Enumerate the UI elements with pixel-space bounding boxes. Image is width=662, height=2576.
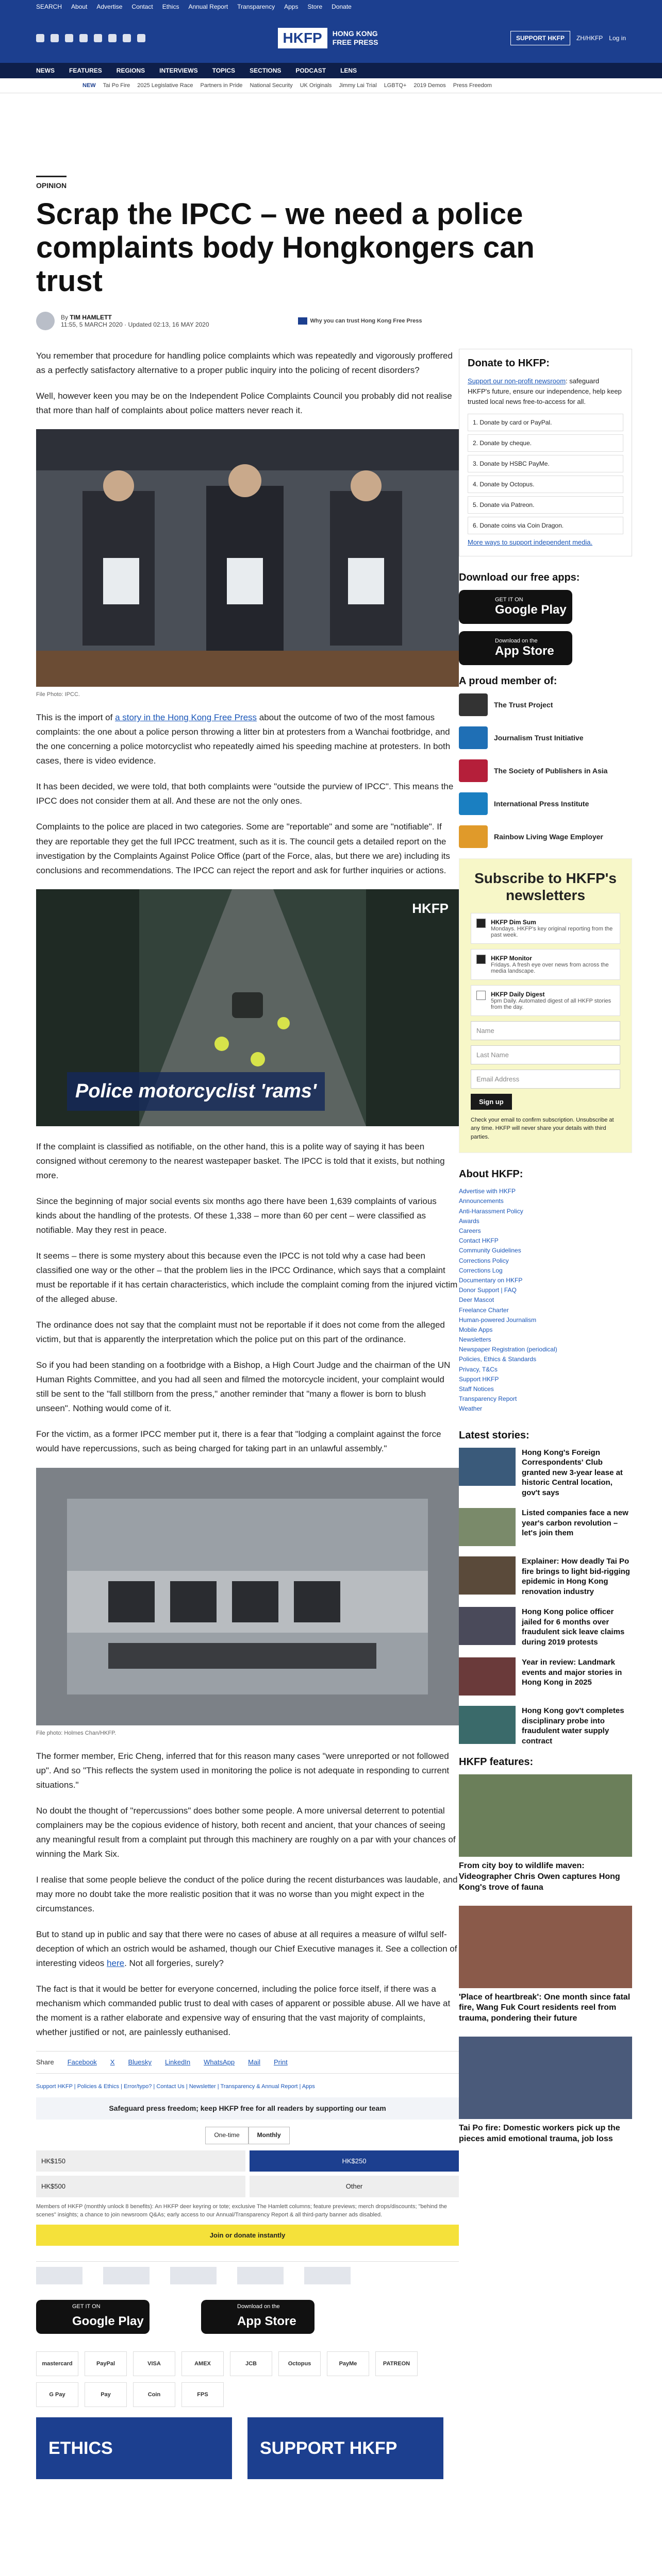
paragraph-text: This is the import of [36,713,115,723]
newsletter-option[interactable] [471,913,620,944]
publish-date: 11:55, 5 MARCH 2020 [61,320,123,328]
about-link[interactable]: Advertise with HKFP [459,1188,516,1195]
tab-one-time[interactable]: One-time [205,2127,248,2144]
high-court-illustration [36,1468,459,1725]
updated-date: Updated 02:13, 16 MAY 2020 [128,320,209,328]
about-link[interactable]: Community Guidelines [459,1247,521,1255]
logo-line-2: FREE PRESS [332,38,378,46]
partner-logo [103,2267,150,2284]
ipcc-photo [36,429,459,687]
about-link[interactable]: Donor Support | FAQ [459,1286,517,1294]
topbar-advertise[interactable]: Advertise [96,3,123,10]
about-link[interactable]: Awards [459,1217,479,1225]
instagram-icon[interactable] [65,34,73,42]
topbar-donate[interactable]: Donate [332,3,352,10]
logo-line-1: HONG KONG [332,29,378,38]
paypal-icon: PayPal [85,2351,127,2376]
about-link[interactable]: Mobile Apps [459,1326,493,1333]
donate-banner[interactable]: Safeguard press freedom; keep HKFP free for all readers by supporting our team [36,2097,459,2120]
photo-caption: File photo: Holmes Chan/HKFP. [36,1730,117,1736]
amex-icon: AMEX [181,2351,224,2376]
nav-podcast[interactable]: PODCAST [295,67,326,74]
story-title: Hong Kong's Foreign Correspondents' Club granted new 3-year lease at historic Central location, gov't says [522,1448,623,1497]
story-thumbnail [459,1508,516,1546]
feature-image [459,1774,632,1857]
story-thumbnail [459,1556,516,1595]
topbar-transparency[interactable]: Transparency [237,3,275,10]
nav-interviews[interactable]: INTERVIEWS [159,67,198,74]
feature-story[interactable] [459,1906,632,2024]
more-ways-link[interactable]: More ways to support independent media. [468,538,593,547]
nav-topics[interactable]: TOPICS [212,67,236,74]
latest-story[interactable] [459,1706,632,1746]
share-linkedin[interactable]: LinkedIn [165,2058,191,2066]
paragraph: The ordinance does not say that the complaint must not be reportable if it does not come from the alleged victim, but that is apparently the interpretation which the police put on this part of the ordinance. [36,1320,445,1345]
youtube-icon[interactable] [94,34,102,42]
trending-item[interactable]: Tai Po Fire [103,82,130,89]
about-link[interactable]: Support HKFP [459,1375,499,1383]
checkbox-checked[interactable] [476,955,486,964]
about-link[interactable]: Policies, Ethics & Standards [459,1355,537,1363]
trending-bar [0,78,662,93]
trending-item[interactable]: National Security [250,82,293,89]
video-title: Police motorcyclist 'rams' [67,1072,325,1111]
app-store-button[interactable] [459,631,572,665]
latest-story[interactable] [459,1556,632,1597]
paragraph: For the victim, as a former IPCC member put it, there is a fear that "lodging a complaint against the force would have repercussions, such as being charged for taking part in an unlawful assembly." [36,1429,441,1454]
trending-item[interactable]: UK Originals [300,82,332,89]
feature-title: 'Place of heartbreak': One month since fatal fire, Wang Fuk Court residents reel from trauma, pondering their future [459,1992,631,2023]
play-icon[interactable] [232,992,263,1018]
story-thumbnail [459,1448,516,1486]
coin-icon: Coin [133,2382,175,2407]
trending-item[interactable]: Press Freedom [453,82,492,89]
paragraph-text: about the outcome of two of the most famous complaints: the one about a police person throwing a litter bin at protesters from a Wanchai footbridge, and the one concerning a police motorcyclist who repeatedly aimed his speeding machine at protesters. In both cases, there is video evidence. [36,713,451,766]
footer-app-badges [36,2300,459,2341]
content-columns [36,349,631,2479]
ad-space [0,93,662,176]
newsletter-name: HKFP Monitor [491,954,532,962]
newsletter-option[interactable] [471,985,620,1016]
author-avatar [36,312,55,330]
patreon-icon: PATREON [375,2351,418,2376]
donate-title: Donate to HKFP: [468,357,550,369]
donate-method[interactable]: 3. Donate by HSBC PayMe. [468,455,623,472]
paragraph: Since the beginning of major social events six months ago there have been 1,639 complaints of various kinds about the handling of the protests. Of these 1,338 – more than 60 per cent – were classified as notifiable. May they rest in peace. [36,1196,437,1235]
applepay-icon: Pay [85,2382,127,2407]
article-body [36,349,459,2479]
rss-icon[interactable] [137,34,145,42]
topbar-search[interactable]: SEARCH [36,3,62,10]
article-kicker[interactable]: OPINION [36,176,67,190]
trust-link[interactable] [298,317,422,325]
last-name-input[interactable]: Last Name [471,1045,620,1064]
store-name: App Store [495,644,554,658]
latest-story[interactable] [459,1657,632,1696]
logo-text [333,29,378,47]
paragraph: No doubt the thought of "repercussions" does bother some people. A more universal deterrent to potential complainers may be the copious evidence of history, both recent and ancient, that your chances of seeing any meaningful result from a complaint put through this machinery are roughly on a par with your chances of winning the Mark Six. [36,1805,456,1859]
mastercard-icon: mastercard [36,2351,78,2376]
newsletter-option[interactable] [471,949,620,980]
trending-item[interactable]: 2025 Legislative Race [137,82,193,89]
about-link[interactable]: Deer Mascot [459,1296,494,1304]
amount-option[interactable]: HK$150 [36,2150,245,2172]
story-thumbnail [459,1706,516,1744]
share-bar [36,2051,459,2073]
email-input[interactable]: Email Address [471,1070,620,1089]
feature-image [459,2037,632,2119]
support-banner[interactable]: SUPPORT HKFP [247,2417,443,2479]
article-title: Scrap the IPCC – we need a police complaints body Hongkongers can trust [36,197,535,298]
member-title: A proud member of: [459,675,557,687]
about-link[interactable]: Newsletters [459,1336,491,1344]
topbar-store[interactable]: Store [307,3,323,10]
partner-logo [304,2267,351,2284]
threads-icon[interactable] [79,34,88,42]
topbar-contact[interactable]: Contact [131,3,153,10]
join-donate-button[interactable]: Join or donate instantly [36,2225,459,2246]
videos-link[interactable]: here [107,1958,125,1969]
story-thumbnail [459,1657,516,1696]
article-wrapper [0,176,662,2479]
topbar-apps[interactable]: Apps [284,3,299,10]
tab-monthly[interactable]: Monthly [249,2127,290,2144]
video-logo: HKFP [412,900,449,916]
newsletter-desc: 5pm Daily. Automated digest of all HKFP stories from the day. [491,997,611,1010]
story-title: Listed companies face a new year's carbon revolution – let's join them [522,1509,628,1538]
latest-story[interactable] [459,1607,632,1647]
partner-logo [237,2267,284,2284]
footer-google-play-button[interactable] [36,2300,150,2334]
newsletter-desc: Fridays. A fresh eye over news from across the media landscape. [491,961,609,974]
latest-story[interactable] [459,1448,632,1498]
story-title: Hong Kong gov't completes disciplinary probe into fraudulent water supply contract [522,1706,624,1745]
donate-text [468,376,623,407]
paragraph [36,1927,459,1971]
story-title: Year in review: Landmark events and major stories in Hong Kong in 2025 [522,1658,622,1687]
member-ipi[interactable] [459,792,632,815]
octopus-icon: Octopus [278,2351,321,2376]
latest-story[interactable] [459,1508,632,1546]
social-links [36,34,145,42]
donate-method[interactable]: 1. Donate by card or PayPal. [468,414,623,431]
story-title: Hong Kong police officer jailed for 6 months over fraudulent sick leave claims during 2019 protests [522,1607,625,1647]
nav-sections[interactable]: SECTIONS [250,67,282,74]
trust-text: Why you can trust Hong Kong Free Press [310,317,422,324]
trust-badge-icon [298,317,307,325]
amount-option[interactable]: HK$500 [36,2176,245,2197]
topbar-ethics[interactable]: Ethics [162,3,179,10]
donate-method[interactable]: 6. Donate coins via Coin Dragon. [468,517,623,534]
about-link[interactable]: Corrections Policy [459,1257,509,1264]
newsletter-name: HKFP Daily Digest [491,990,545,998]
byline-by: By [61,313,69,321]
about-link[interactable]: Freelance Charter [459,1306,509,1314]
share-label: Share [36,2058,54,2066]
rainbow-logo [459,825,488,848]
gpay-icon: G Pay [36,2382,78,2407]
newsletter-desc: Mondays. HKFP's key original reporting from the past week. [491,925,613,938]
partner-logo [36,2267,82,2284]
story-link[interactable]: a story in the Hong Kong Free Press [115,713,257,723]
trending-item[interactable]: LGBTQ+ [384,82,407,89]
partner-logos [36,2261,459,2290]
feature-title: Tai Po fire: Domestic workers pick up the pieces amid emotional trauma, job loss [459,2123,620,2143]
footer-app-store-button[interactable] [201,2300,315,2334]
donate-link[interactable]: Support our non-profit newsroom [468,377,566,385]
store-caption: GET IT ON [72,2303,101,2310]
apps-title: Download our free apps: [459,572,580,584]
share-whatsapp[interactable]: WhatsApp [204,2058,235,2066]
topbar-about[interactable]: About [71,3,88,10]
newsletter-title: Subscribe to HKFP's newsletters [474,870,617,903]
main-nav [0,63,662,78]
about-link[interactable]: Contact HKFP [459,1237,499,1245]
site-logo[interactable] [278,28,378,48]
about-link[interactable]: Documentary on HKFP [459,1276,523,1284]
signup-button[interactable]: Sign up [471,1094,512,1110]
telegram-icon[interactable] [123,34,131,42]
linkedin-icon[interactable] [108,34,117,42]
checkbox[interactable] [476,991,486,1000]
bottom-banners [36,2417,459,2479]
nav-lens[interactable]: LENS [340,67,357,74]
member-rainbow[interactable] [459,825,632,848]
paragraph: I realise that some people believe the conduct of the police during the recent disturbances was laudable, and may more no doubt take the more realistic position that it was no worse than you might expect in the circumstances. [36,1874,458,1914]
trending-item[interactable]: 2019 Demos [413,82,446,89]
feature-story[interactable] [459,2037,632,2145]
trust-project-logo [459,693,488,716]
photo-caption: File Photo: IPCC. [36,691,80,698]
paragraph: If the complaint is classified as notifiable, on the other hand, this is a polite way of saying it has been consigned without ceremony to the nearest wastepaper basket. The IPCC is told that it exists, but nothing more. [36,1141,445,1180]
about-link[interactable]: Weather [459,1405,483,1413]
member-name: International Press Institute [494,800,589,808]
author-name[interactable]: TIM HAMLETT [70,313,112,321]
logo-mark: HKFP [278,28,327,48]
language-switch[interactable]: ZH/HKFP [576,35,603,42]
share-bluesky[interactable]: Bluesky [128,2058,152,2066]
paragraph: You remember that procedure for handling police complaints which was repeatedly and vigorously proffered as a perfectly satisfactory alternative to a proper public inquiry into the policing of recent disorders? [36,350,453,375]
features-title: HKFP features: [459,1756,534,1768]
donation-amounts [36,2150,459,2197]
newsletter-box [459,858,632,1153]
about-link[interactable]: Transparency Report [459,1395,517,1403]
donate-method[interactable]: 4. Donate by Octopus. [468,476,623,493]
ipcc-photo-illustration [36,429,459,687]
about-link[interactable]: Human-powered Journalism [459,1316,537,1324]
paragraph: Well, however keen you may be on the Independent Police Complaints Council you probably did not realise that more than half of complaints about police matters never reach it. [36,391,452,415]
login-link[interactable]: Log in [609,35,626,42]
member-name: Journalism Trust Initiative [494,734,584,742]
store-name: App Store [237,2314,296,2329]
paragraph: So if you had been standing on a footbridge with a Bishop, a High Court Judge and the chairman of the UN Human Rights Committee, and you had all seen and filmed the motorcycle incident, your complaint would still be sent to the "fall stillborn from the press," another reminder that "many a flower is born to blush unseen". Nothing would come of it. [36,1360,451,1414]
store-caption: Download on the [237,2303,280,2310]
trending-item[interactable]: Jimmy Lai Trial [339,82,377,89]
site-header [0,13,662,63]
member-name: The Trust Project [494,701,553,709]
about-link[interactable]: Staff Notices [459,1385,494,1393]
paragraph [36,710,459,768]
amount-option-other[interactable]: Other [250,2176,459,2197]
store-caption: GET IT ON [495,597,523,603]
member-jti[interactable] [459,726,632,749]
support-hkfp-button[interactable]: SUPPORT HKFP [510,31,570,45]
about-link[interactable]: Corrections Log [459,1266,503,1274]
frequency-toggle [36,2127,459,2144]
amount-option-selected[interactable]: HK$250 [250,2150,459,2172]
feature-title: From city boy to wildlife maven: Videographer Chris Owen captures Hong Kong's trove of fauna [459,1861,620,1892]
story-thumbnail [459,1607,516,1645]
about-link[interactable]: Careers [459,1227,481,1235]
share-print[interactable]: Print [273,2058,288,2066]
facebook-icon[interactable] [36,34,44,42]
ethics-banner[interactable]: ETHICS [36,2417,232,2479]
member-name: The Society of Publishers in Asia [494,767,608,775]
donate-box [459,349,632,557]
donate-methods [468,414,623,534]
top-bar [0,0,662,13]
share-mail[interactable]: Mail [248,2058,260,2066]
partner-logo [170,2267,217,2284]
about-list [459,1187,632,1414]
share-facebook[interactable]: Facebook [67,2058,97,2066]
feature-story[interactable] [459,1774,632,1893]
member-sopa[interactable] [459,759,632,782]
newsletter-name: HKFP Dim Sum [491,918,536,926]
paragraph-text: . Not all forgeries, surely? [124,1958,224,1969]
trending-item[interactable]: Partners in Pride [200,82,243,89]
payme-icon: PayMe [327,2351,369,2376]
paragraph: The fact is that it would be better for everyone concerned, including the police force itself, if there was a mechanism which commanded public trust to deal with cases of apparent or possible abuse. All we have at the moment is a rather elaborate and expensive way of ensuring that the vast majority of complaints, whether justified or not, are painlessly euthanised. [36,1984,451,2038]
store-name: Google Play [495,603,567,617]
footer-links[interactable]: Support HKFP | Policies & Ethics | Error/typo? | Contact Us | Newsletter | Transparency & Annual Report | Apps [36,2083,315,2090]
about-link[interactable]: Anti-Harassment Policy [459,1207,523,1215]
paragraph: It seems – there is some mystery about this because even the IPCC is not told why a case had been classified one way or the other – that the problem lies in the IPCC Ordinance, which says that a complaint must be reportable if it has certain characteristics, which include the complaint coming from the injured victim of the alleged abuse. [36,1250,458,1304]
nav-features[interactable]: FEATURES [69,67,102,74]
payment-icons [36,2351,459,2407]
visa-icon: VISA [133,2351,175,2376]
name-input[interactable]: Name [471,1021,620,1040]
about-link[interactable]: Privacy, T&Cs [459,1365,498,1373]
paragraph: The former member, Eric Cheng, inferred that for this reason many cases "were unreported or not followed up". And so "This reflects the system used in monitoring the police is not adequate in responding to current situations." [36,1751,450,1790]
topbar-annual-report[interactable]: Annual Report [188,3,228,10]
video-player[interactable] [36,889,459,1126]
store-caption: Download on the [495,638,538,645]
member-trust-project[interactable] [459,693,632,716]
sopa-logo [459,759,488,782]
member-name: Rainbow Living Wage Employer [494,833,603,841]
about-link[interactable]: Newspaper Registration (periodical) [459,1346,557,1353]
nav-news[interactable]: NEWS [36,67,55,74]
feature-image [459,1906,632,1988]
jcb-icon: JCB [230,2351,272,2376]
donate-method[interactable]: 2. Donate by cheque. [468,434,623,452]
header-actions [510,31,626,45]
jti-logo [459,726,488,749]
paragraph: Complaints to the police are placed in two categories. Some are "reportable" and some are "notifiable". If they are reportable they get the full IPCC treatment, such as it is. The council gets a detailed report on the investigation by the Complaints Against Police Office (part of the Force, alas, but there we are) including its conclusions and recommendations. The IPCC can reject the report and ask for further inquiries or actions. [36,822,450,875]
latest-title: Latest stories: [459,1429,529,1441]
member-perks: Members of HKFP (monthly unlock 8 benefits): An HKFP deer keyring or tote; exclusive The Hamlett columns; feature previews; merch drops/discounts; "behind the scenes" insights; a chance to join newsroom Q&As; early access to our Annual/Transparency Report & all third-party banner ads disabled. [36,2203,447,2218]
fps-icon: FPS [181,2382,224,2407]
about-link[interactable]: Announcements [459,1197,504,1205]
donate-method[interactable]: 5. Donate via Patreon. [468,496,623,514]
trending-label: NEW [82,82,96,89]
sidebar [459,349,632,2479]
google-play-button[interactable] [459,590,572,624]
story-title: Explainer: How deadly Tai Po fire brings to light bid-rigging epidemic in Hong Kong renovation industry [522,1557,630,1596]
checkbox-checked[interactable] [476,919,486,928]
ipi-logo [459,792,488,815]
donate-text-body: : safeguard HKFP's future, ensure our independence, help keep trusted local news free-to-access for all. [468,377,622,406]
x-icon[interactable] [51,34,59,42]
newsletter-note: Check your email to confirm subscription. Unsubscribe at any time. HKFP will never share your details with third parties. [471,1116,614,1140]
store-name: Google Play [72,2314,144,2329]
paragraph: It has been decided, we were told, that both complaints were "outside the purview of IPCC". This means the IPCC does not consider them at all. And these are not the only ones. [36,782,454,806]
high-court-photo [36,1468,459,1725]
byline: By TIM HAMLETT 11:55, 5 MARCH 2020 · Updated 02:13, 16 MAY 2020 Why you can trust Hong Kong Free Press [36,312,626,330]
nav-regions[interactable]: REGIONS [116,67,145,74]
about-title: About HKFP: [459,1168,523,1180]
paragraph-text: But to stand up in public and say that there were no cases of abuse at all requires a measure of wilful self-deception of which an ostrich would be ashamed, though our Chief Executive manages it. See a collection of interesting videos [36,1929,457,1969]
share-x[interactable]: X [110,2058,115,2066]
